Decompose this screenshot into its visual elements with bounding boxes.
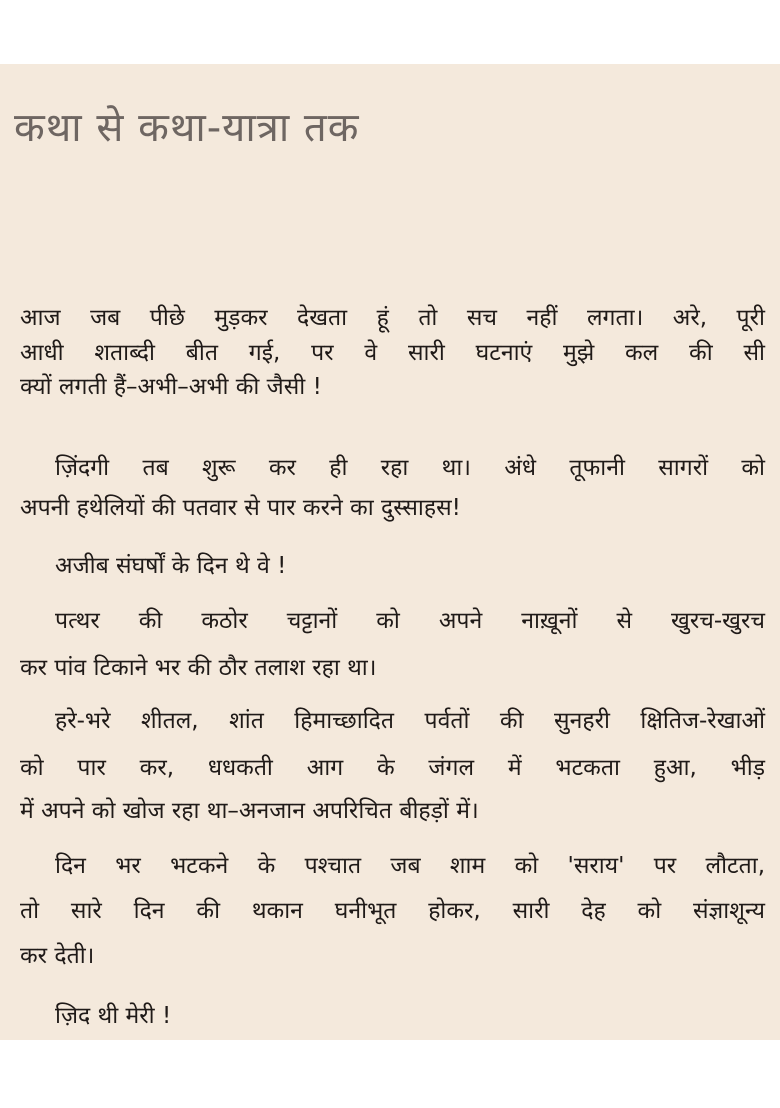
text-line: आधी शताब्दी बीत गई, पर वे सारी घटनाएं मुझे कल की सी xyxy=(20,340,765,366)
chapter-title: कथा से कथा-यात्रा तक xyxy=(14,105,360,151)
text-line: आज जब पीछे मुड़कर देखता हूं तो सच नहीं लगता। अरे, पूरी xyxy=(20,305,765,331)
text-line: ज़िंदगी तब शुरू कर ही रहा था। अंधे तूफानी सागरों को xyxy=(55,455,765,481)
text-line: पत्थर की कठोर चट्टानों को अपने नाख़ूनों से खुरच-खुरच xyxy=(55,608,765,634)
text-line: में अपने को खोज रहा था–अनजान अपरिचित बीहड़ों में। xyxy=(20,798,479,824)
text-line: अजीब संघर्षों के दिन थे वे ! xyxy=(55,553,287,579)
text-line: को पार कर, धधकती आग के जंगल में भटकता हुआ, भीड़ xyxy=(20,755,765,781)
text-line: अपनी हथेलियों की पतवार से पार करने का दुस्साहस! xyxy=(20,495,461,521)
text-line: कर देती। xyxy=(20,943,95,969)
text-line: दिन भर भटकने के पश्चात जब शाम को 'सराय' पर लौटता, xyxy=(55,853,765,879)
text-line: हरे-भरे शीतल, शांत हिमाच्छादित पर्वतों की सुनहरी क्षितिज-रेखाओं xyxy=(55,708,765,734)
text-line: क्यों लगती हैं–अभी–अभी की जैसी ! xyxy=(20,374,322,400)
text-line: कर पांव टिकाने भर की ठौर तलाश रहा था। xyxy=(20,655,377,681)
text-line: ज़िद थी मेरी ! xyxy=(55,1003,172,1029)
text-line: तो सारे दिन की थकान घनीभूत होकर, सारी देह को संज्ञाशून्य xyxy=(20,898,765,924)
